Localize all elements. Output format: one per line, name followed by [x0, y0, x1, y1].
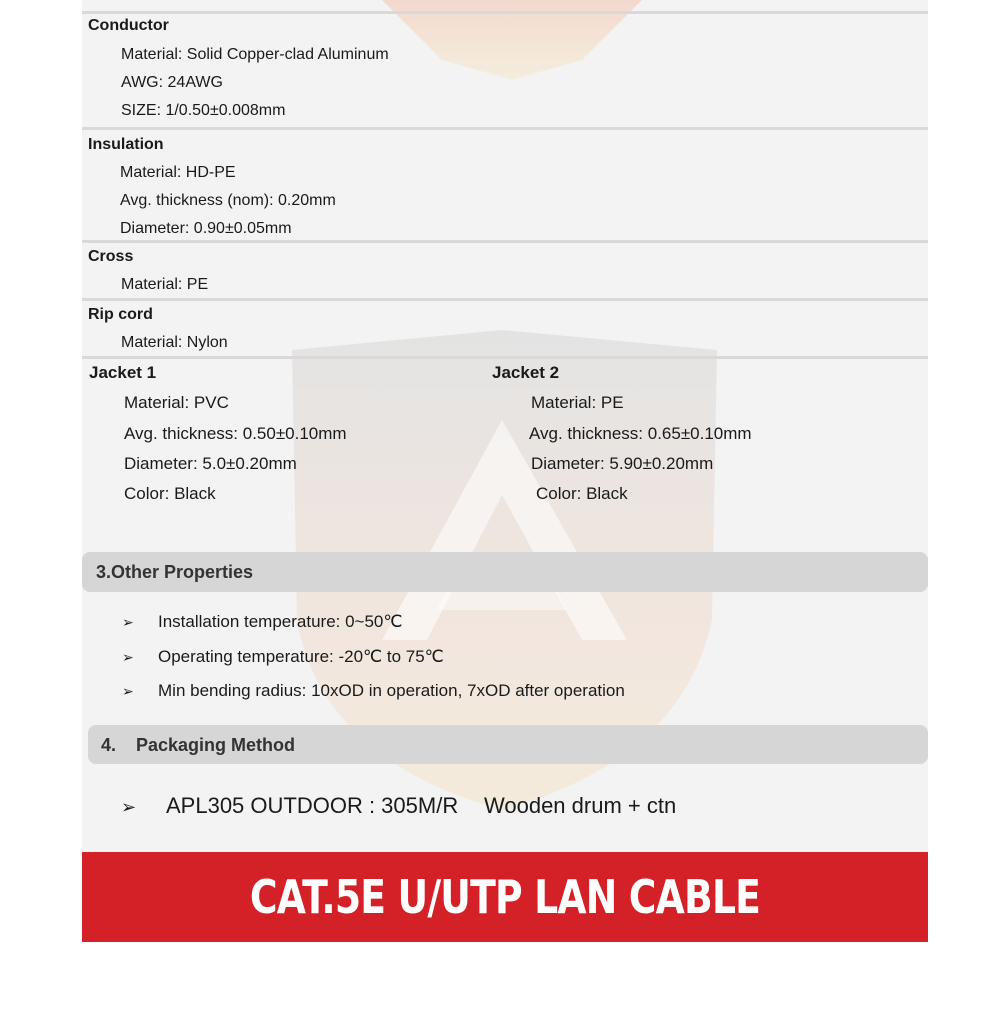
section-divider	[82, 11, 928, 14]
property-bending-radius: Min bending radius: 10xOD in operation, 7xOD after operation	[158, 681, 625, 700]
insulation-diameter: Diameter: 0.90±0.05mm	[120, 220, 292, 237]
jacket1-diameter: Diameter: 5.0±0.20mm	[124, 454, 297, 473]
product-title-banner	[82, 852, 928, 1014]
arrow-bullet-icon: ➢	[122, 683, 134, 699]
cross-heading: Cross	[88, 248, 134, 265]
section-divider	[82, 298, 928, 301]
section-divider	[82, 356, 928, 359]
other-properties-title: 3.Other Properties	[96, 562, 254, 582]
jacket2-color: Color: Black	[536, 484, 628, 503]
jacket1-color: Color: Black	[124, 484, 216, 503]
jacket1-thickness: Avg. thickness: 0.50±0.10mm	[124, 424, 347, 443]
section-divider	[82, 127, 928, 130]
property-operating-temperature: Operating temperature: -20℃ to 75℃	[158, 647, 444, 666]
insulation-heading: Insulation	[88, 136, 164, 153]
section-divider	[82, 240, 928, 243]
jacket2-thickness: Avg. thickness: 0.65±0.10mm	[529, 424, 752, 443]
conductor-material: Material: Solid Copper-clad Aluminum	[121, 46, 389, 63]
conductor-awg: AWG: 24AWG	[121, 74, 223, 91]
jacket1-heading: Jacket 1	[89, 363, 157, 382]
jacket1-material: Material: PVC	[124, 393, 229, 412]
arrow-bullet-icon: ➢	[122, 649, 134, 665]
cross-material: Material: PE	[121, 276, 209, 293]
product-title: CAT.5E U/UTP LAN CABLE OUTDOOR	[249, 870, 761, 1014]
property-installation-temperature: Installation temperature: 0~50℃	[158, 612, 403, 631]
jacket2-heading: Jacket 2	[492, 363, 560, 382]
packaging-title: Packaging Method	[136, 735, 296, 755]
ripcord-heading: Rip cord	[88, 306, 153, 323]
packaging-type: Wooden drum + ctn	[484, 793, 677, 818]
insulation-thickness: Avg. thickness (nom): 0.20mm	[120, 192, 336, 209]
jacket2-diameter: Diameter: 5.90±0.20mm	[531, 454, 714, 473]
insulation-material: Material: HD-PE	[120, 164, 236, 181]
arrow-bullet-icon: ➢	[122, 614, 134, 630]
packaging-model: APL305 OUTDOOR : 305M/R	[166, 793, 459, 818]
ripcord-material: Material: Nylon	[121, 334, 228, 351]
packaging-number: 4.	[101, 735, 117, 755]
arrow-bullet-icon: ➢	[121, 797, 137, 817]
conductor-heading: Conductor	[88, 17, 169, 34]
jacket2-material: Material: PE	[531, 393, 624, 412]
conductor-size: SIZE: 1/0.50±0.008mm	[121, 102, 286, 119]
